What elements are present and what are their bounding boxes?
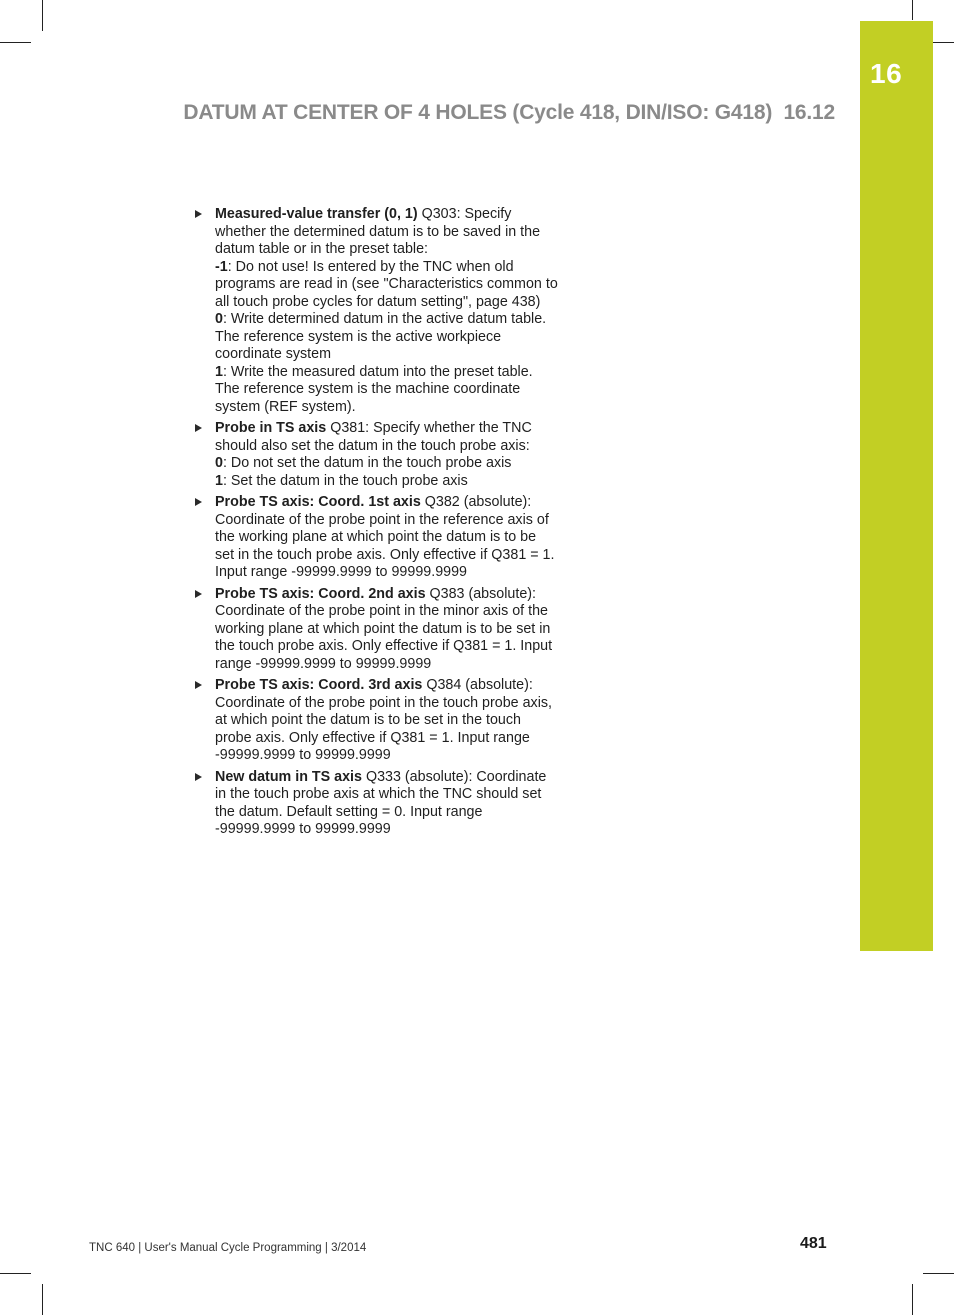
option-text: : Write determined datum in the active datum table. The reference system is the active workpiece coordinate system	[215, 311, 547, 362]
param-name: New datum in TS axis	[215, 768, 362, 785]
param-item-q382	[193, 494, 558, 582]
triangle-bullet-icon	[195, 424, 202, 432]
option-value: -1	[215, 258, 228, 275]
param-description	[215, 206, 558, 259]
param-intro: Q383 (absolute): Coordinate of the probe point in the minor axis of the working plane at which point the datum is to be set in the touch probe axis. Only effective if Q381 = 1. Input range -99999.9999 to 99999.9999	[215, 585, 553, 672]
param-intro: Q333 (absolute): Coordinate in the touch probe axis at which the TNC should set the datum. Default setting = 0. Input range -99999.9999 to 99999.9999	[215, 768, 547, 837]
param-name: Measured-value transfer (0, 1)	[215, 206, 418, 222]
crop-mark	[912, 1284, 913, 1315]
param-item-q303	[193, 206, 558, 416]
option-text: : Write the measured datum into the preset table. The reference system is the machine coordinate system (REF system).	[215, 363, 533, 415]
option-line	[215, 364, 558, 417]
crop-mark	[912, 0, 913, 20]
triangle-bullet-icon	[195, 681, 202, 689]
param-name: Probe TS axis: Coord. 1st axis	[215, 494, 421, 510]
param-name: Probe in TS axis	[215, 420, 327, 436]
option-line	[215, 473, 558, 491]
param-intro: Q303: Specify whether the determined datum is to be saved in the datum table or in the preset table:	[215, 206, 541, 257]
option-text: : Do not use! Is entered by the TNC when old programs are read in (see "Characteristics common to all touch probe cycles for datum setting", page 438)	[215, 258, 558, 310]
chapter-number: 16	[870, 58, 903, 89]
param-item-q383	[193, 586, 558, 674]
param-name: Probe TS axis: Coord. 3rd axis	[215, 677, 423, 693]
footer-text: TNC 640 | User's Manual Cycle Programming | 3/2014	[89, 1242, 367, 1254]
option-value: 1	[215, 472, 223, 489]
triangle-bullet-icon	[195, 210, 202, 218]
param-description	[215, 769, 558, 839]
param-description	[215, 586, 558, 674]
param-description	[215, 420, 558, 455]
param-description	[215, 494, 558, 582]
parameter-list	[193, 206, 558, 843]
crop-mark	[42, 1284, 43, 1315]
param-item-q384	[193, 677, 558, 765]
option-value: 0	[215, 311, 223, 327]
option-value: 0	[215, 455, 223, 471]
option-text: : Set the datum in the touch probe axis	[222, 472, 468, 489]
crop-mark	[0, 42, 31, 43]
triangle-bullet-icon	[195, 498, 202, 506]
heading-section: 16.12	[783, 101, 835, 124]
page-number: 481	[800, 1235, 827, 1252]
param-intro: Q381: Specify whether the TNC should also set the datum in the touch probe axis:	[215, 420, 532, 454]
chapter-tab	[860, 21, 933, 951]
page-heading	[183, 101, 835, 125]
crop-mark	[42, 0, 43, 31]
param-name: Probe TS axis: Coord. 2nd axis	[215, 585, 426, 602]
heading-title: DATUM AT CENTER OF 4 HOLES (Cycle 418, DIN/ISO: G418)	[183, 101, 773, 124]
crop-mark	[923, 1273, 954, 1274]
option-text: : Do not set the datum in the touch probe axis	[222, 455, 512, 471]
triangle-bullet-icon	[195, 773, 202, 781]
param-intro: Q384 (absolute): Coordinate of the probe point in the touch probe axis, at which point the datum is to be set in the touch probe axis. Only effective if Q381 = 1. Input range -99999.9999 to 99999.9999	[215, 677, 552, 763]
param-item-q333	[193, 769, 558, 839]
param-description	[215, 677, 558, 765]
option-line	[215, 455, 558, 473]
param-item-q381	[193, 420, 558, 490]
option-value: 1	[215, 363, 223, 380]
param-intro: Q382 (absolute): Coordinate of the probe point in the reference axis of the working plane at which point the datum is to be set in the touch probe axis. Only effective if Q381 = 1. Input range -99999.9999 to 99999.9999	[215, 494, 555, 580]
triangle-bullet-icon	[195, 590, 202, 598]
option-line	[215, 311, 558, 364]
option-line	[215, 259, 558, 312]
crop-mark	[0, 1273, 31, 1274]
